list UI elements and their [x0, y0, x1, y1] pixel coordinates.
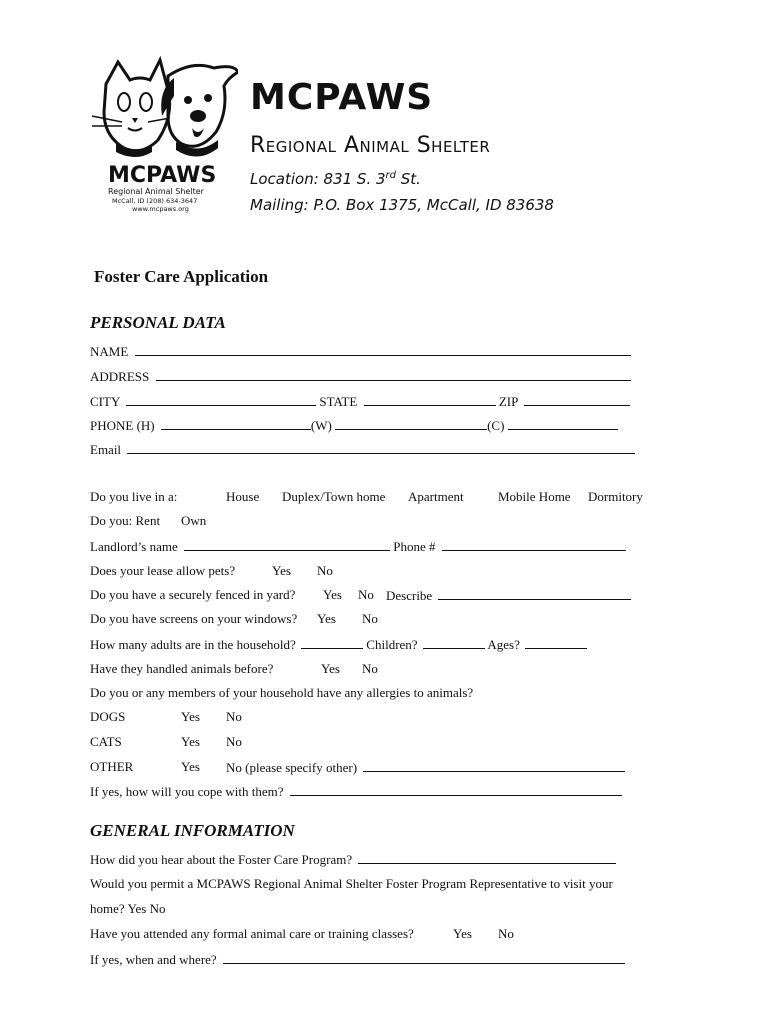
permit-row	[90, 901, 166, 917]
name-label: NAME	[90, 344, 129, 359]
adults-label: How many adults are in the household?	[90, 637, 296, 652]
permit-home-label: home?	[90, 901, 125, 916]
option-duplex[interactable]: Duplex/Town home	[282, 489, 386, 504]
fenced-describe-label: Describe	[386, 588, 433, 603]
fenced-describe-row	[386, 587, 631, 604]
email-row	[90, 441, 635, 458]
other-row	[226, 759, 625, 776]
location-sup: rd	[385, 170, 396, 181]
screens-yes[interactable]: Yes	[317, 611, 336, 626]
classes-no[interactable]: No	[498, 926, 514, 941]
brand-subtitle	[250, 132, 490, 160]
logo-address: McCall, ID (208) 634-3647	[112, 197, 198, 205]
location-line	[250, 166, 421, 189]
cats-no[interactable]: No	[226, 734, 242, 749]
hear-field[interactable]	[358, 851, 616, 864]
logo-text: MCPAWS	[108, 163, 217, 188]
adults-field[interactable]	[301, 636, 363, 649]
permit-question: Would you permit a MCPAWS Regional Animal Shelter Foster Program Representative to visit your	[90, 876, 613, 891]
other-yes[interactable]: Yes	[181, 759, 200, 774]
fenced-yes[interactable]: Yes	[323, 587, 342, 602]
location-text: Location: 831 S. 3	[250, 170, 386, 188]
city-row	[90, 393, 630, 410]
mcpaws-logo	[88, 56, 238, 216]
when-row	[90, 951, 625, 968]
landlord-label: Landlord’s name	[90, 539, 178, 554]
classes-question: Have you attended any formal animal care or training classes?	[90, 926, 414, 941]
fenced-describe-field[interactable]	[438, 587, 631, 600]
hear-label: How did you hear about the Foster Care Program?	[90, 852, 353, 867]
fenced-no[interactable]: No	[358, 587, 374, 602]
phone-h-field[interactable]	[161, 417, 311, 430]
handled-no[interactable]: No	[362, 661, 378, 676]
phone-w-field[interactable]	[335, 417, 487, 430]
handled-question: Have they handled animals before?	[90, 661, 274, 676]
dogs-no[interactable]: No	[226, 709, 242, 724]
state-field[interactable]	[364, 393, 496, 406]
phone-c-label: (C)	[487, 418, 505, 433]
other-no-specify[interactable]: No (please specify other)	[226, 760, 358, 775]
hear-row	[90, 851, 616, 868]
address-field[interactable]	[156, 368, 631, 381]
permit-no[interactable]: No	[149, 901, 166, 916]
fenced-question: Do you have a securely fenced in yard?	[90, 587, 296, 602]
state-label: STATE	[319, 394, 358, 409]
other-specify-field[interactable]	[363, 759, 625, 772]
name-row	[90, 343, 631, 360]
screens-no[interactable]: No	[362, 611, 378, 626]
general-info-heading: GENERAL INFORMATION	[90, 821, 295, 840]
classes-yes[interactable]: Yes	[453, 926, 472, 941]
landlord-field[interactable]	[184, 538, 390, 551]
option-mobile-home[interactable]: Mobile Home	[498, 489, 571, 504]
cat-head-outline	[104, 60, 170, 151]
logo-subtitle: Regional Animal Shelter	[108, 187, 204, 196]
phone-h-label: PHONE (H)	[90, 418, 155, 433]
dog-head-outline	[168, 65, 238, 146]
name-field[interactable]	[135, 343, 631, 356]
phone-c-field[interactable]	[508, 417, 618, 430]
when-label: If yes, when and where?	[90, 952, 217, 967]
phone-row	[90, 417, 618, 434]
logo-website: www.mcpaws.org	[132, 205, 189, 213]
household-row	[90, 636, 587, 653]
when-field[interactable]	[223, 951, 625, 964]
cope-field[interactable]	[290, 783, 622, 796]
option-own[interactable]: Own	[181, 513, 207, 528]
landlord-phone-label: Phone #	[393, 539, 436, 554]
lease-yes[interactable]: Yes	[272, 563, 291, 578]
location-suffix: St.	[396, 170, 421, 188]
rent-label[interactable]: Do you: Rent	[90, 513, 161, 528]
lease-question: Does your lease allow pets?	[90, 563, 236, 578]
ages-field[interactable]	[525, 636, 587, 649]
children-field[interactable]	[423, 636, 485, 649]
ages-label: Ages?	[487, 637, 520, 652]
email-field[interactable]	[127, 441, 635, 454]
brand-subtitle-text: Regional Animal Shelter	[250, 133, 491, 158]
phone-w-label: (W)	[310, 418, 332, 433]
mailing-line: Mailing: P.O. Box 1375, McCall, ID 83638	[250, 196, 554, 214]
form-title: Foster Care Application	[94, 267, 269, 286]
cats-label: CATS	[90, 734, 122, 749]
zip-field[interactable]	[524, 393, 630, 406]
city-label: CITY	[90, 394, 120, 409]
lease-no[interactable]: No	[317, 563, 333, 578]
cope-label: If yes, how will you cope with them?	[90, 784, 284, 799]
brand-title: MCPAWS	[250, 77, 434, 118]
allergies-question: Do you or any members of your household have any allergies to animals?	[90, 685, 474, 700]
other-label: OTHER	[90, 759, 134, 774]
cats-yes[interactable]: Yes	[181, 734, 200, 749]
handled-yes[interactable]: Yes	[321, 661, 340, 676]
personal-data-heading: PERSONAL DATA	[90, 313, 226, 332]
dogs-yes[interactable]: Yes	[181, 709, 200, 724]
landlord-row	[90, 538, 626, 555]
screens-question: Do you have screens on your windows?	[90, 611, 298, 626]
city-field[interactable]	[126, 393, 316, 406]
email-label: Email	[90, 442, 122, 457]
option-house[interactable]: House	[226, 489, 260, 504]
option-apartment[interactable]: Apartment	[408, 489, 464, 504]
landlord-phone-field[interactable]	[442, 538, 626, 551]
dogs-label: DOGS	[90, 709, 126, 724]
children-label: Children?	[366, 637, 418, 652]
live-in-label: Do you live in a:	[90, 489, 178, 504]
permit-yes[interactable]: Yes	[127, 901, 147, 916]
cope-row	[90, 783, 622, 800]
option-dormitory[interactable]: Dormitory	[588, 489, 643, 504]
address-row	[90, 368, 631, 385]
zip-label: ZIP	[498, 394, 518, 409]
address-label: ADDRESS	[90, 369, 150, 384]
